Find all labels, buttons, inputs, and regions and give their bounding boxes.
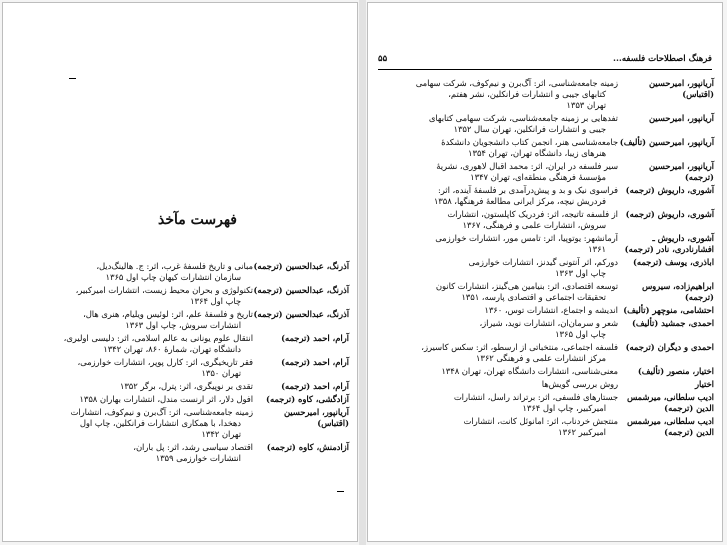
book-spine [359, 0, 366, 545]
bibliography-entry [376, 318, 714, 340]
entry-work [376, 416, 618, 438]
entry-line: امیرکبیر ۱۳۶۲ [558, 427, 606, 437]
entry-author: آذرنگ، عبدالحسین (ترجمه) [253, 285, 349, 295]
bibliography-entry [11, 261, 349, 283]
entry-line: چاپ اول ۱۳۶۳ [555, 268, 606, 278]
bibliography-entry [11, 309, 349, 331]
entry-author: آزادمنش، کاوه (ترجمه) [266, 442, 349, 452]
entry-author: آشوری، داریوش (ترجمه) [625, 209, 714, 219]
entry-line: ۱۳۶۱ [588, 244, 606, 254]
bibliography-entry [11, 357, 349, 379]
entry-work [11, 333, 253, 355]
bibliography-entry [376, 113, 714, 135]
entry-work [376, 185, 618, 207]
entry-author: احتشامی، منوچهر (تألیف) [623, 305, 714, 315]
bibliography-entry [376, 137, 714, 159]
bibliography-entry [376, 257, 714, 279]
entry-author: ابراهیم‌زاده، سیروس (ترجمه) [642, 281, 714, 302]
entry-line: اندیشه و اجتماع، انتشارات توس، ۱۳۶۰ [484, 305, 618, 315]
entry-work [11, 285, 253, 307]
bibliography-list-left [11, 261, 349, 466]
entry-work [376, 305, 618, 316]
entry-author: آرام، احمد (ترجمه) [281, 381, 349, 391]
entry-line: تقدی بر نوپیگری، اثر: پترل، برگر ۱۳۵۲ [119, 381, 253, 391]
entry-line: دورکم، اثر آنتونی گیدنز، انتشارات خوارزمی [468, 257, 618, 267]
bibliography-entry [376, 379, 714, 390]
entry-work [11, 357, 253, 379]
entry-author: آریانپور، امیرحسین (ترجمه) [648, 161, 714, 182]
entry-line: مرکز انتشارات علمی و فرهنگی ۱۳۶۲ [475, 353, 606, 363]
bibliography-entry [376, 342, 714, 364]
running-header [378, 54, 712, 68]
entry-work [376, 281, 618, 303]
entry-work [376, 161, 618, 183]
entry-line: مبانی و تاریخ فلسفهٔ غرب، اثر: ج. هالینگ‌دیل، [96, 261, 253, 271]
entry-line: منتجش خردناب، اثر: امانوئل کانت، انتشارات [463, 416, 618, 426]
entry-author: آشوری، داریوش ـ افشارنادری، نادر (ترجمه) [624, 233, 714, 254]
entry-author: ادیب سلطانی، میرشمس الدین (ترجمه) [626, 416, 714, 437]
entry-line: روش بررسی گویش‌ها [541, 379, 618, 389]
bibliography-entry [376, 233, 714, 255]
entry-line: تهران ۱۳۴۲ [201, 429, 241, 439]
entry-author: اختیار [695, 379, 714, 389]
bibliography-entry [11, 333, 349, 355]
entry-line: انتشارات خوارزمی ۱۳۵۹ [155, 453, 241, 463]
entry-line: فراسوی نیک و بد و پیش‌درآمدی بر فلسفهٔ آینده، اثر: [437, 185, 618, 195]
entry-work [376, 209, 618, 231]
entry-author: آریانپور، امیرحسین (اقتباس) [648, 78, 714, 99]
bibliography-entry [376, 416, 714, 438]
entry-work [11, 309, 253, 331]
bibliography-entry [376, 366, 714, 377]
entry-line: تهران ۱۳۵۰ [201, 368, 241, 378]
entry-line: جیبی و انتشارات فرانکلین، تهران سال ۱۳۵۲ [453, 124, 606, 134]
entry-line: از فلسفه تاتیجه، اثر: فردریک کاپلستون، انتشارات [447, 209, 618, 219]
bibliography-list-right [376, 78, 714, 440]
entry-author: آریانپور، امیرحسین [648, 113, 714, 123]
entry-line: جامعه‌شناسی هنر، انجمن کتاب دانشجویان دانشکدهٔ [441, 137, 618, 147]
entry-work [376, 257, 618, 279]
entry-line: انتشارات سروش، چاپ اول ۱۳۶۳ [125, 320, 241, 330]
left-page [2, 2, 358, 542]
bibliography-entry [376, 78, 714, 111]
entry-work [376, 233, 618, 255]
corner-mark [69, 78, 76, 79]
entry-work [376, 78, 618, 111]
entry-line: آرمانشهر: یوتوپیا، اثر: تامس مور، انتشارات خوارزمی [435, 233, 618, 243]
entry-author: آذرنگ، عبدالحسین (ترجمه) [253, 261, 349, 271]
bibliography-entry [11, 442, 349, 464]
entry-author: اباذری، یوسف (ترجمه) [632, 257, 714, 267]
bibliography-entry [376, 281, 714, 303]
entry-line: سیر فلسفه در ایران، اثر: محمد اقبال لاهوری، نشریهٔ [436, 161, 618, 171]
entry-author: احمدی و دیگران (ترجمه) [625, 342, 714, 352]
bibliography-entry [11, 285, 349, 307]
entry-work [11, 442, 253, 464]
bibliography-entry [11, 407, 349, 440]
entry-author: احمدی، جمشید (تألیف) [631, 318, 714, 328]
entry-line: کتابهای جیبی و انتشارات فرانکلین، نشر هفتم، [448, 89, 606, 99]
entry-line: هنرهای زیبا، دانشگاه تهران، تهران ۱۳۵۴ [468, 148, 606, 158]
entry-work [376, 342, 618, 364]
entry-work [376, 379, 618, 390]
page-number: ۵۵ [378, 54, 388, 64]
entry-author: آزادگشی، کاوه (ترجمه) [266, 394, 349, 404]
entry-line: تهران ۱۳۵۳ [566, 100, 606, 110]
entry-work [376, 318, 618, 340]
entry-line: امیرکبیر، چاپ اول ۱۳۶۴ [522, 403, 606, 413]
bibliography-entry [376, 305, 714, 316]
right-page [367, 2, 723, 542]
entry-line: افول دلار، اثر ارنست مندل، انتشارات بهاران ۱۳۵۸ [79, 394, 253, 404]
entry-line: انتقال علوم یونانی به عالم اسلامی، اثر: دلیسی اولیری، [63, 333, 253, 343]
entry-work [376, 366, 618, 377]
entry-work [11, 261, 253, 283]
entry-line: فقر تاریخیگری، اثر: کارل پوپر، انتشارات خوارزمی، [77, 357, 253, 367]
entry-line: توسعه اقتصادی، اثر: بنیامین هی‌گینز، انتشارات کانون [435, 281, 618, 291]
entry-author: آذرنگ، عبدالحسین (ترجمه) [253, 309, 349, 319]
entry-line: فردریش نیچه، مرکز ایرانی مطالعهٔ فرهنگها، ۱۳۵۸ [433, 196, 606, 206]
entry-work [376, 113, 618, 135]
entry-line: سروش، انتشارات علمی و فرهنگی، ۱۳۶۷ [462, 220, 606, 230]
entry-author: آرام، احمد (ترجمه) [281, 357, 349, 367]
entry-line: چاپ اول ۱۳۶۴ [190, 296, 241, 306]
entry-line: زمینه جامعه‌شناسی، اثر: آگ‌برن و نیم‌کوف، انتشارات [70, 407, 253, 417]
entry-work [376, 392, 618, 414]
bibliography-entry [376, 185, 714, 207]
entry-line: اقتصاد سیاسی رشد، اثر: پل باران، [133, 442, 253, 452]
entry-author: آریانپور، امیرحسین (اقتباس) [283, 407, 349, 428]
bibliography-entry [11, 381, 349, 392]
entry-line: دانشگاه تهران، شمارهٔ ۸۶۰، تهران ۱۳۴۲ [103, 344, 241, 354]
running-title: فرهنگ اصطلاحات فلسفه... [613, 54, 712, 64]
entry-line: تفدهایی بر زمینه جامعه‌شناسی، شرکت سهامی کتابهای [428, 113, 618, 123]
entry-line: زمینه جامعه‌شناسی، اثر: آگ‌برن و نیم‌کوف، شرکت سهامی [415, 78, 618, 88]
entry-line: تحقیقات اجتماعی و اقتصادی پارسه، ۱۳۵۱ [461, 292, 606, 302]
bibliography-entry [11, 394, 349, 405]
entry-work [11, 407, 253, 440]
entry-work [11, 394, 253, 405]
entry-line: مؤسسهٔ فرهنگی منطقه‌ای، تهران ۱۳۴۷ [470, 172, 606, 182]
entry-line: جستارهای فلسفی، اثر: برتراند راسل، انتشارات [453, 392, 618, 402]
entry-line: دهخدا، با همکاری انتشارات فرانکلین، چاپ اول [79, 418, 241, 428]
entry-author: آریانپور، امیرحسین (تألیف) [619, 137, 714, 147]
entry-author: آرام، احمد (ترجمه) [281, 333, 349, 343]
bibliography-entry [376, 161, 714, 183]
entry-author: اختیار، منصور (تألیف) [637, 366, 714, 376]
entry-line: شعر و سرمان‌ان، انتشارات نوید، شیراز، [479, 318, 618, 328]
entry-line: فلسفه اجتماعی، منتخباتی از ارسطو، اثر: سکس کاسیرز، [421, 342, 618, 352]
header-rule [378, 69, 712, 70]
entry-line: سازمان انتشارات کیهان چاپ اول ۱۳۶۵ [105, 272, 241, 282]
entry-line: تکنولوژی و بحران محیط زیست، انتشارات امیرکبیر، [75, 285, 253, 295]
entry-line: چاپ اول ۱۳۶۵ [555, 329, 606, 339]
bibliography-entry [376, 392, 714, 414]
section-title: فهرست مآخذ [158, 212, 237, 228]
entry-work [376, 137, 618, 159]
entry-author: ادیب سلطانی، میرشمس الدین (ترجمه) [626, 392, 714, 413]
margin-rule [337, 491, 344, 492]
bibliography-entry [376, 209, 714, 231]
entry-work [11, 381, 253, 392]
entry-line: معنی‌شناسی، انتشارات دانشگاه تهران، تهران ۱۳۴۸ [441, 366, 618, 376]
entry-line: تاریخ و فلسفهٔ علم، اثر: لوئیس ویلیام، هنری هال، [83, 309, 253, 319]
entry-author: آشوری، داریوش (ترجمه) [625, 185, 714, 195]
